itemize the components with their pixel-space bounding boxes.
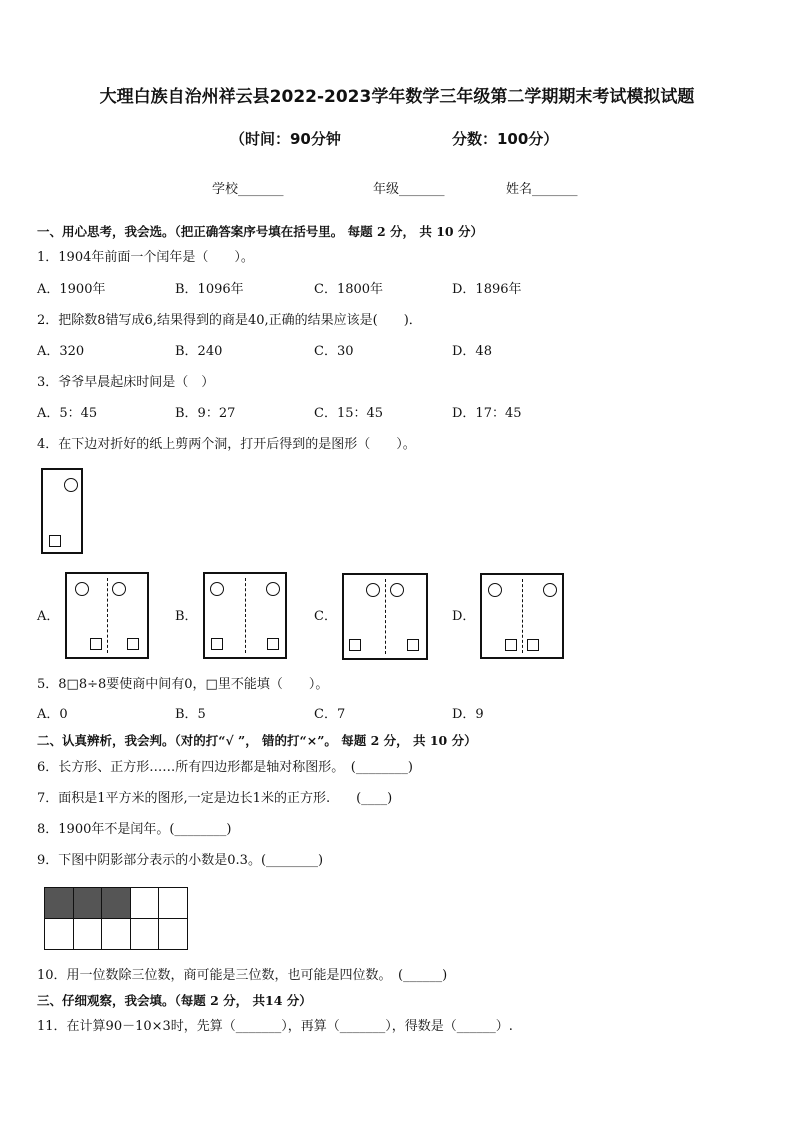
q7-stem: 7．面积是1平方米的图形,一定是边长1米的正方形. (____) [37, 791, 393, 806]
grid-cell [102, 919, 131, 950]
grid-cell [159, 888, 188, 919]
square-hole-icon [90, 638, 102, 650]
q1-stem: 1．1904年前面一个闰年是（ ）。 [37, 250, 254, 265]
q3-stem: 3．爷爷早晨起床时间是（ ） [37, 375, 215, 390]
q1-option-b: B．1096年 [175, 282, 244, 297]
q1-option-c: C．1800年 [314, 282, 384, 297]
q9-stem: 9．下图中阴影部分表示的小数是0.3。(________) [37, 853, 324, 868]
q4-option-a-figure [65, 572, 149, 659]
q11-stem: 11．在计算90－10×3时，先算（_______），再算（_______），得数是（______）. [37, 1019, 513, 1034]
q5-stem: 5．8□8÷8要使商中间有0，□里不能填（ ）。 [37, 677, 329, 692]
q2-stem: 2．把除数8错写成6,结果得到的商是40,正确的结果应该是( )． [37, 313, 422, 328]
q2-option-b: B．240 [175, 344, 223, 359]
q3-option-d: D．17：45 [452, 406, 522, 421]
circle-hole-icon [75, 582, 89, 596]
q3-option-c: C．15：45 [314, 406, 384, 421]
q4-option-c-label: C． [314, 609, 337, 624]
q2-option-c: C．30 [314, 344, 354, 359]
grade-field[interactable]: 年级_______ [373, 182, 445, 197]
circle-hole-icon [210, 582, 224, 596]
q3-option-a: A．5：45 [37, 406, 98, 421]
q8-stem: 8．1900年不是闰年。(________) [37, 822, 232, 837]
grid-cell [131, 919, 160, 950]
square-hole-icon [211, 638, 223, 650]
q5-option-a: A．0 [37, 707, 68, 722]
circle-hole-icon [488, 583, 502, 597]
folded-paper-figure [41, 468, 83, 554]
grid-cell [74, 919, 103, 950]
fold-line [385, 579, 386, 654]
circle-hole-icon [266, 582, 280, 596]
q2-option-d: D．48 [452, 344, 492, 359]
grid-cell [159, 919, 188, 950]
q5-option-d: D．9 [452, 707, 484, 722]
q6-stem: 6．长方形、正方形……所有四边形都是轴对称图形。 (________) [37, 760, 413, 775]
fold-line [245, 578, 246, 653]
section-1-heading: 一、用心思考，我会选。（把正确答案序号填在括号里。 每题 2 分， 共 10 分） [37, 224, 483, 239]
decimal-grid-figure [44, 887, 188, 950]
q4-option-b-label: B． [175, 609, 198, 624]
grid-cell-shaded [102, 888, 131, 919]
square-hole-icon [527, 639, 539, 651]
q4-option-a-label: A． [37, 609, 60, 624]
exam-title: 大理白族自治州祥云县2022-2023学年数学三年级第二学期期末考试模拟试题 [99, 87, 695, 107]
square-hole-icon [49, 535, 61, 547]
grid-cell [45, 919, 74, 950]
q4-option-d-figure [480, 573, 564, 659]
q4-option-c-figure [342, 573, 428, 660]
q10-stem: 10．用一位数除三位数，商可能是三位数，也可能是四位数。 (______) [37, 968, 448, 983]
q4-option-d-label: D． [452, 609, 476, 624]
school-field[interactable]: 学校_______ [212, 182, 284, 197]
section-3-heading: 三、仔细观察，我会填。（每题 2 分， 共14 分） [37, 993, 312, 1008]
circle-hole-icon [64, 478, 78, 492]
q5-option-c: C．7 [314, 707, 346, 722]
q4-stem: 4．在下边对折好的纸上剪两个洞，打开后得到的是图形（ ）。 [37, 437, 416, 452]
square-hole-icon [407, 639, 419, 651]
q1-option-a: A．1900年 [37, 282, 106, 297]
name-field[interactable]: 姓名_______ [506, 182, 578, 197]
square-hole-icon [267, 638, 279, 650]
grid-cell-shaded [74, 888, 103, 919]
fold-line [107, 578, 108, 653]
circle-hole-icon [112, 582, 126, 596]
square-hole-icon [127, 638, 139, 650]
square-hole-icon [505, 639, 517, 651]
q5-option-b: B．5 [175, 707, 206, 722]
q3-option-b: B．9：27 [175, 406, 236, 421]
grid-cell [131, 888, 160, 919]
circle-hole-icon [543, 583, 557, 597]
grid-cell-shaded [45, 888, 74, 919]
fold-line [522, 579, 523, 653]
exam-score: 分数：100分） [452, 130, 559, 148]
exam-time: （时间：90分钟 [230, 130, 341, 148]
q4-option-b-figure [203, 572, 287, 659]
q1-option-d: D．1896年 [452, 282, 522, 297]
section-2-heading: 二、认真辨析，我会判。（对的打“√ ”， 错的打“×”。 每题 2 分， 共 10 分） [37, 733, 477, 748]
q2-option-a: A．320 [37, 344, 85, 359]
circle-hole-icon [390, 583, 404, 597]
circle-hole-icon [366, 583, 380, 597]
square-hole-icon [349, 639, 361, 651]
